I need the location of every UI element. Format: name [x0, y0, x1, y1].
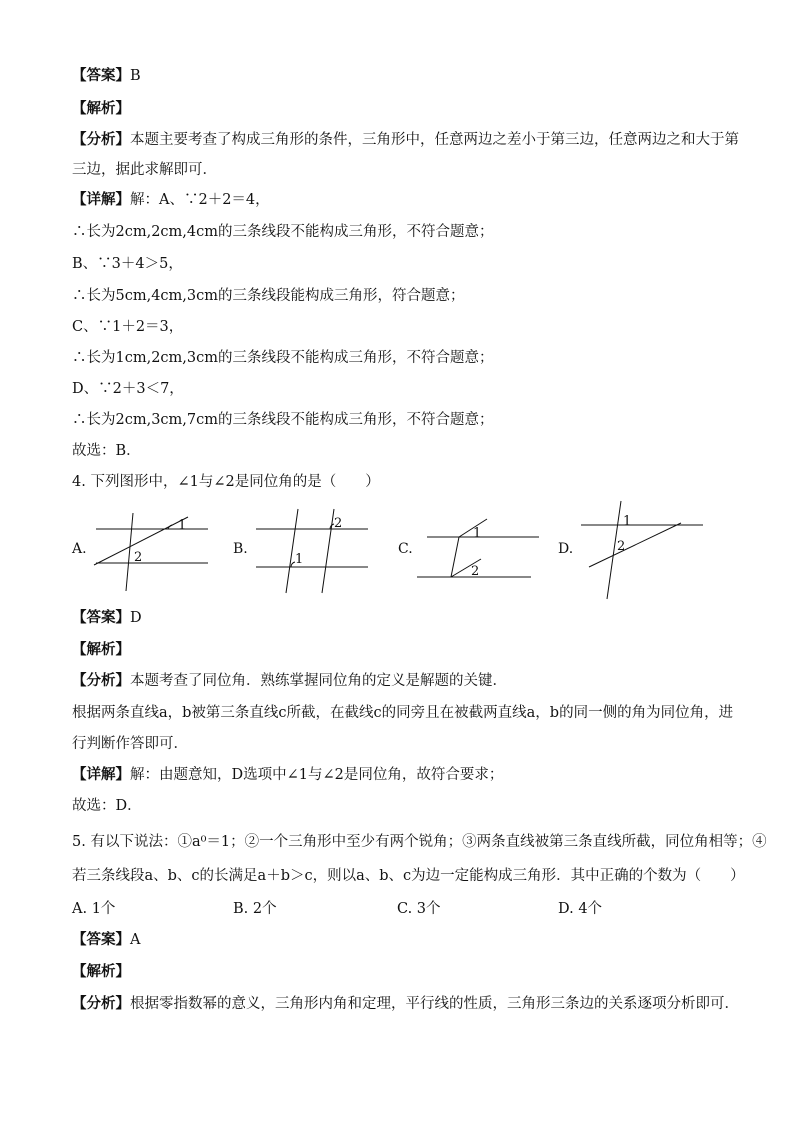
- figure-option-label: A.: [72, 541, 87, 557]
- question-5: 5. 有以下说法：①a⁰＝1；②一个三角形中至少有两个锐角；③两条直线被第三条直线所截，同位角相等；④: [72, 834, 767, 850]
- analysis-line: 【分析】本题主要考查了构成三角形的条件，三角形中，任意两边之差小于第三边，任意两边之和大于第: [72, 131, 739, 148]
- angle-1-label: 1: [178, 518, 187, 533]
- answer-line: 【答案】A: [72, 931, 141, 948]
- figure-option-label: C.: [398, 541, 413, 557]
- analysis-line: 【分析】根据零指数幂的意义，三角形内角和定理，平行线的性质，三角形三条边的关系逐项分析即可．: [72, 995, 739, 1012]
- choice-a: A. 1个: [72, 901, 116, 917]
- figure-b: [250, 505, 375, 595]
- text-line: 故选：B．: [72, 443, 141, 459]
- question-5-cont: 若三条线段a、b、c的长满足a＋b＞c，则以a、b、c为边一定能构成三角形．其中正确的个数为（ ）: [72, 868, 745, 884]
- text-line: 三边，据此求解即可．: [72, 162, 217, 178]
- text-line: B、∵3＋4＞5，: [72, 256, 183, 272]
- choice-b: B. 2个: [233, 901, 277, 917]
- text-line: ∴长为2cm,3cm,7cm的三条线段不能构成三角形，不符合题意；: [72, 412, 494, 428]
- angle-2-label: 2: [334, 516, 343, 531]
- text-line: 根据两条直线a，b被第三条直线c所截，在截线c的同旁且在被截两直线a，b的同一侧的角为同位角，进: [72, 705, 734, 721]
- text-line: ∴长为2cm,2cm,4cm的三条线段不能构成三角形，不符合题意；: [72, 224, 494, 240]
- angle-2-label: 2: [471, 564, 480, 579]
- angle-1-label: 1: [623, 514, 632, 529]
- text-line: 故选：D．: [72, 798, 142, 814]
- text-line: ∴长为1cm,2cm,3cm的三条线段不能构成三角形，不符合题意；: [72, 350, 494, 366]
- figure-c: [413, 505, 543, 595]
- choice-d: D. 4个: [558, 901, 603, 917]
- analysis-line: 【分析】本题考查了同位角．熟练掌握同位角的定义是解题的关键．: [72, 672, 507, 689]
- text-line: 行判断作答即可．: [72, 736, 188, 752]
- text-line: D、∵2＋3＜7，: [72, 381, 184, 397]
- answer-line: 【答案】B: [72, 67, 141, 84]
- figure-a: [88, 505, 213, 595]
- angle-1-label: 1: [295, 552, 304, 567]
- question-4: 4. 下列图形中，∠1与∠2是同位角的是（ ）: [72, 474, 380, 490]
- angle-2-label: 2: [617, 539, 626, 554]
- analysis-heading: 【解析】: [72, 641, 130, 658]
- detail-line: 【详解】解：由题意知，D选项中∠1与∠2是同位角，故符合要求；: [72, 766, 504, 783]
- answer-line: 【答案】D: [72, 609, 142, 626]
- text-line: C、∵1＋2＝3，: [72, 319, 184, 335]
- angle-2-label: 2: [134, 550, 143, 565]
- choice-c: C. 3个: [397, 901, 441, 917]
- figure-option-label: D.: [558, 541, 574, 557]
- text-line: ∴长为5cm,4cm,3cm的三条线段能构成三角形，符合题意；: [72, 288, 465, 304]
- angle-1-label: 1: [473, 526, 482, 541]
- analysis-heading: 【解析】: [72, 100, 130, 117]
- figure-d: [575, 495, 710, 605]
- analysis-heading: 【解析】: [72, 963, 130, 980]
- detail-line: 【详解】解：A、∵2＋2＝4，: [72, 191, 270, 208]
- figure-option-label: B.: [233, 541, 248, 557]
